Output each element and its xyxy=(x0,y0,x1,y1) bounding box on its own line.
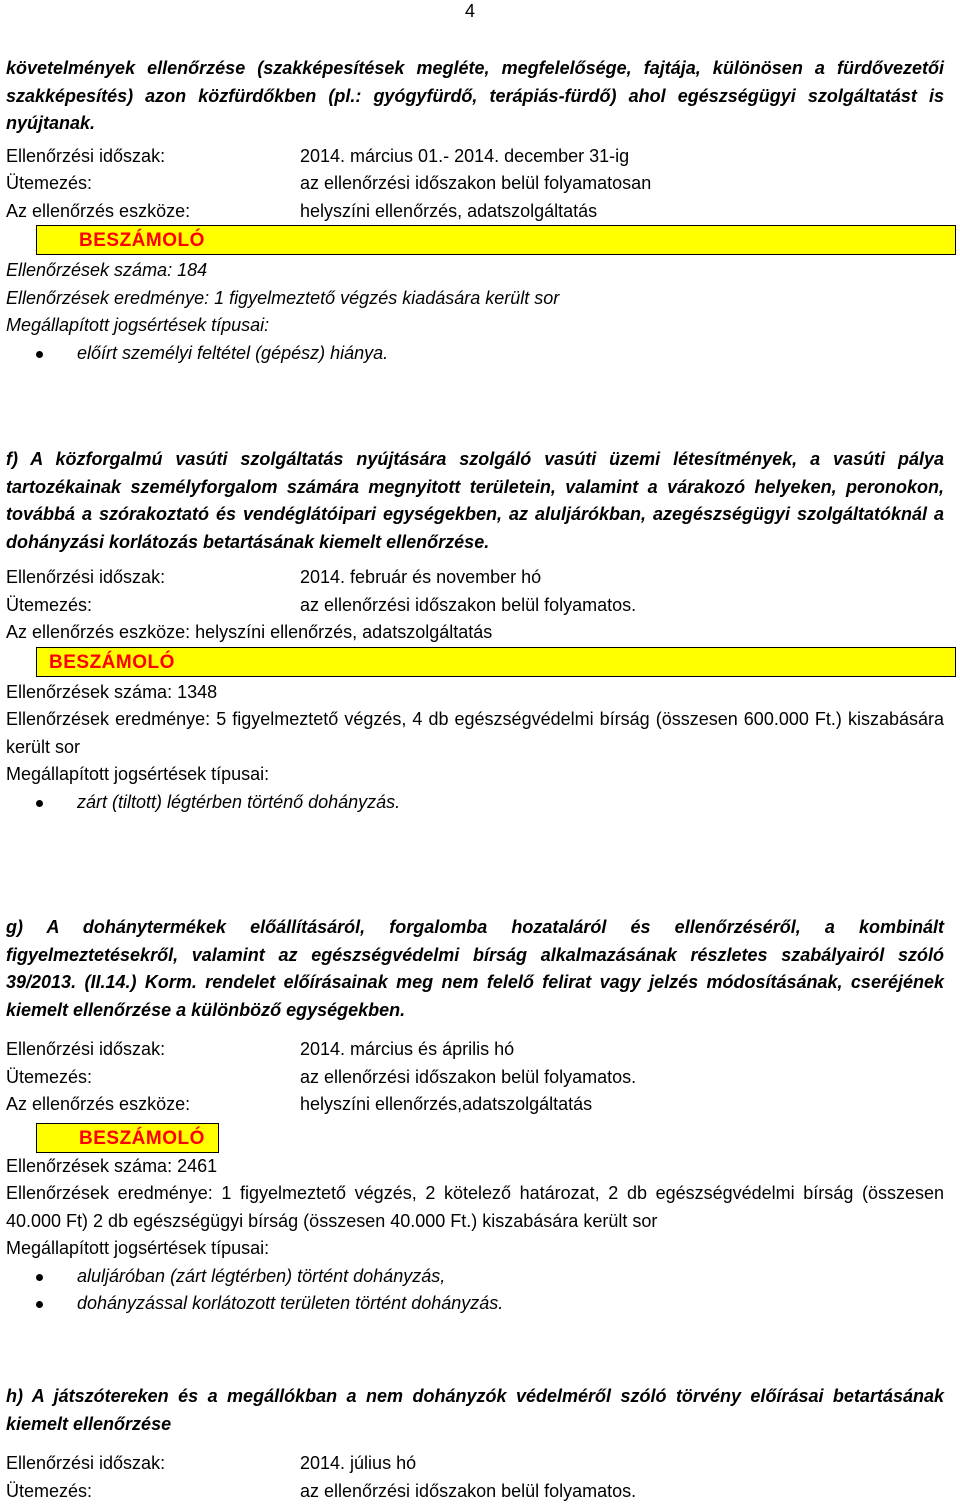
tool-row xyxy=(6,198,944,226)
report-banner xyxy=(36,1123,219,1153)
report-label: BESZÁMOLÓ xyxy=(79,230,205,251)
tool-row xyxy=(6,1091,944,1119)
violations-label: Megállapított jogsértések típusai: xyxy=(6,764,270,784)
bullet-icon xyxy=(36,351,43,358)
bullet-icon xyxy=(36,1274,43,1281)
section-f xyxy=(6,446,944,816)
period-label: Ellenőrzési időszak: xyxy=(6,1453,166,1473)
period-row xyxy=(6,564,944,592)
schedule-value: az ellenőrzési időszakon belül folyamatos. xyxy=(300,594,637,615)
schedule-value: az ellenőrzési időszakon belül folyamatos. xyxy=(300,1066,637,1087)
violations-label: Megállapított jogsértések típusai: xyxy=(6,1238,270,1258)
tool-text: Az ellenőrzés eszköze: helyszíni ellenőrzés, adatszolgáltatás xyxy=(6,622,493,642)
period-row xyxy=(6,143,944,171)
section-h xyxy=(6,1383,944,1505)
period-value: 2014. február és november hó xyxy=(300,567,542,587)
schedule-row xyxy=(6,592,944,620)
schedule-value: az ellenőrzési időszakon belül folyamatos. xyxy=(300,1480,637,1501)
tool-row xyxy=(6,619,944,647)
bullet-icon xyxy=(36,1301,43,1308)
intro-section xyxy=(6,55,944,367)
schedule-row xyxy=(6,1478,944,1505)
inspection-result: Ellenőrzések eredménye: 1 figyelmeztető végzés, 2 kötelező határozat, 2 db egészségvédelmi bírság (összesen 40.000 Ft) 2 db egészségügyi bírság (összesen 40.000 Ft.) kiszabására került sor xyxy=(6,1183,944,1231)
violation-item: zárt (tiltott) légtérben történő dohányzás. xyxy=(6,789,944,817)
report-banner xyxy=(36,647,956,677)
section-g-title: g) A dohánytermékek előállításáról, forgalomba hozataláról és ellenőrzéséről, a kombinált figyelmeztetésekről, valamint az egészségvédelmi bírság alkalmazásának részletes szabályairól szóló 39/2013. (II.14.) Korm. rendelet előírásainak meg nem felelő felirat vagy jelzés módosításának, cseréjének kiemelt ellenőrzése a különböző egységekben. xyxy=(6,917,944,1020)
schedule-label: Ütemezés: xyxy=(6,1480,93,1501)
report-banner xyxy=(36,225,956,255)
tool-value: helyszíni ellenőrzés,adatszolgáltatás xyxy=(300,1094,593,1114)
inspection-count: Ellenőrzések száma: 2461 xyxy=(6,1155,218,1176)
period-value: 2014. március 01.- 2014. december 31-ig xyxy=(300,145,630,166)
schedule-label: Ütemezés: xyxy=(6,1066,93,1087)
period-row xyxy=(6,1450,944,1478)
report-label: BESZÁMOLÓ xyxy=(49,651,175,673)
schedule-row xyxy=(6,1064,944,1092)
tool-value: helyszíni ellenőrzés, adatszolgáltatás xyxy=(300,200,598,221)
period-value: 2014. július hó xyxy=(300,1453,417,1473)
violation-item: aluljáróban (zárt légtérben) történt dohányzás, xyxy=(6,1263,944,1291)
period-label: Ellenőrzési időszak: xyxy=(6,1039,166,1059)
violation-item: előírt személyi feltétel (gépész) hiánya. xyxy=(6,340,944,368)
violation-item: dohányzással korlátozott területen történt dohányzás. xyxy=(6,1290,944,1318)
inspection-result: Ellenőrzések eredménye: 1 figyelmeztető végzés kiadására került sor xyxy=(6,287,560,308)
schedule-label: Ütemezés: xyxy=(6,594,93,615)
violations-label: Megállapított jogsértések típusai: xyxy=(6,315,270,335)
schedule-label: Ütemezés: xyxy=(6,173,93,193)
page-number: 4 xyxy=(465,1,476,21)
report-label: BESZÁMOLÓ xyxy=(79,1127,205,1149)
intro-heading: követelmények ellenőrzése (szakképesítések megléte, megfelelősége, fajtája, különösen a fürdővezetői szakképesítés) azon közfürdőkben (pl.: gyógyfürdő, terápiás-fürdő) ahol egészségügyi szolgáltatást is nyújtanak. xyxy=(6,58,944,133)
section-f-title: f) A közforgalmú vasúti szolgáltatás nyújtására szolgáló vasúti üzemi létesítmények, a vasúti pálya tartozékainak személyforgalom számára megnyitott területein, valamint a várakozó helyeken, peronokon, továbbá a szórakoztató és vendéglátóipari egységekben, az aluljárókban, azegészségügyi szolgáltatóknál a dohányzási korlátozás betartásának kiemelt ellenőrzése. xyxy=(6,449,944,552)
section-h-title: h) A játszótereken és a megállókban a nem dohányzók védelméről szóló törvény előírásai betartásának kiemelt ellenőrzése xyxy=(6,1386,944,1434)
period-row xyxy=(6,1036,944,1064)
tool-label: Az ellenőrzés eszköze: xyxy=(6,200,191,221)
inspection-count: Ellenőrzések száma: 1348 xyxy=(6,681,218,702)
bullet-icon xyxy=(36,800,43,807)
period-label: Ellenőrzési időszak: xyxy=(6,145,166,166)
inspection-result: Ellenőrzések eredménye: 5 figyelmeztető végzés, 4 db egészségvédelmi bírság (összesen 600.000 Ft.) kiszabására került sor xyxy=(6,709,944,757)
period-label: Ellenőrzési időszak: xyxy=(6,567,166,587)
schedule-row xyxy=(6,170,944,198)
schedule-value: az ellenőrzési időszakon belül folyamatosan xyxy=(300,173,652,193)
inspection-count: Ellenőrzések száma: 184 xyxy=(6,260,208,280)
period-value: 2014. március és április hó xyxy=(300,1039,515,1059)
section-g xyxy=(6,914,944,1318)
tool-label: Az ellenőrzés eszköze: xyxy=(6,1094,191,1114)
